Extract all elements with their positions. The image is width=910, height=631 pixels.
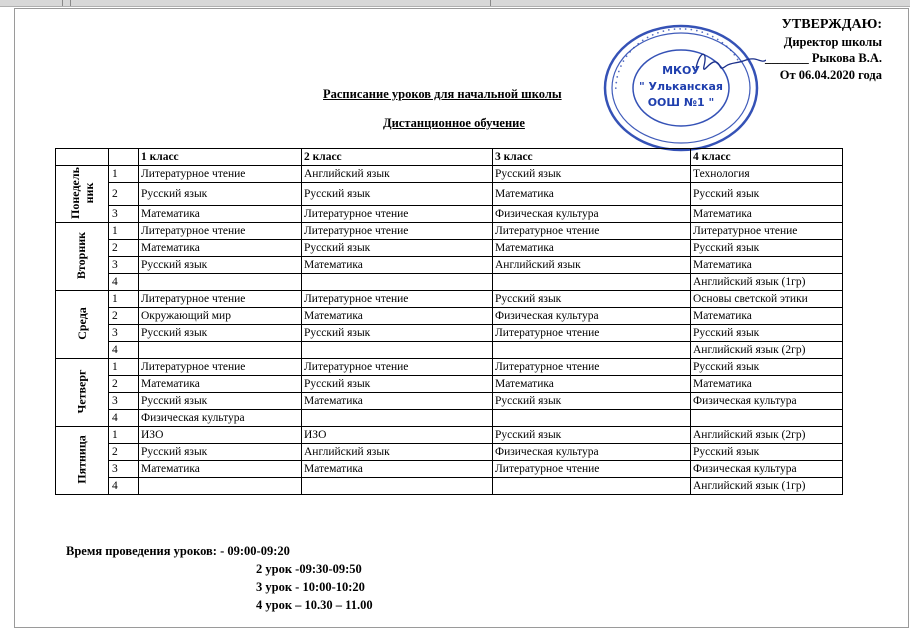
lesson-cell: Математика: [302, 257, 493, 274]
approval-heading: УТВЕРЖДАЮ:: [781, 17, 882, 32]
approval-position: Директор школы: [783, 34, 882, 49]
lesson-cell: [493, 342, 691, 359]
ruler-tick: [490, 0, 491, 6]
lesson-cell: Физическая культура: [691, 393, 843, 410]
lesson-cell: Математика: [691, 308, 843, 325]
lesson-cell: Русский язык: [493, 427, 691, 444]
lesson-number: 4: [109, 342, 139, 359]
lesson-cell: Русский язык: [493, 166, 691, 183]
lesson-number: 4: [109, 410, 139, 427]
lesson-cell: [691, 410, 843, 427]
lesson-cell: Физическая культура: [493, 308, 691, 325]
lesson-cell: Литературное чтение: [302, 359, 493, 376]
lesson-cell: [139, 478, 302, 495]
day-cell: [56, 166, 109, 223]
lesson-cell: Русский язык: [691, 183, 843, 206]
lesson-cell: Английский язык (1гр): [691, 274, 843, 291]
table-row: [56, 206, 843, 223]
lesson-cell: Математика: [302, 308, 493, 325]
lesson-cell: Математика: [691, 376, 843, 393]
lesson-cell: [493, 410, 691, 427]
lesson-cell: Русский язык: [493, 291, 691, 308]
lesson-cell: Литературное чтение: [139, 291, 302, 308]
approval-signature-line: _______ Рыкова В.А.: [765, 51, 882, 65]
lesson-cell: Русский язык: [691, 359, 843, 376]
schedule-title: Расписание уроков для начальной школы: [323, 87, 562, 101]
lesson-cell: [302, 410, 493, 427]
lesson-cell: Математика: [493, 376, 691, 393]
ruler-tick: [62, 0, 63, 6]
table-row: [56, 410, 843, 427]
day-label: Пятница: [74, 435, 89, 484]
day-cell: [56, 359, 109, 427]
lesson-time-2: 2 урок -09:30-09:50: [256, 562, 362, 576]
lesson-cell: Литературное чтение: [493, 359, 691, 376]
lesson-number: 2: [109, 183, 139, 206]
table-row: [56, 393, 843, 410]
lesson-cell: [302, 274, 493, 291]
lesson-time-4: 4 урок – 10.30 – 11.00: [256, 598, 373, 612]
lesson-cell: Физическая культура: [139, 410, 302, 427]
lesson-cell: [302, 342, 493, 359]
lesson-cell: Математика: [302, 461, 493, 478]
lesson-cell: Русский язык: [139, 444, 302, 461]
lesson-number: 4: [109, 478, 139, 495]
school-stamp: [596, 20, 766, 154]
lesson-cell: Математика: [302, 393, 493, 410]
lesson-cell: Литературное чтение: [691, 223, 843, 240]
lesson-cell: Английский язык (2гр): [691, 342, 843, 359]
header-class-1: 1 класс: [139, 149, 302, 166]
header-class-4: 4 класс: [691, 149, 843, 166]
header-class-2: 2 класс: [302, 149, 493, 166]
lesson-cell: [302, 478, 493, 495]
lesson-cell: Русский язык: [139, 393, 302, 410]
lesson-cell: Литературное чтение: [139, 223, 302, 240]
lesson-cell: Литературное чтение: [493, 223, 691, 240]
lesson-cell: ИЗО: [302, 427, 493, 444]
lesson-cell: Математика: [139, 461, 302, 478]
lesson-cell: [493, 274, 691, 291]
table-row: [56, 427, 843, 444]
lesson-cell: Физическая культура: [493, 206, 691, 223]
table-row: [56, 274, 843, 291]
lesson-number: 2: [109, 240, 139, 257]
lesson-cell: [493, 478, 691, 495]
lesson-number: 4: [109, 274, 139, 291]
day-cell: [56, 223, 109, 291]
lesson-cell: Математика: [139, 376, 302, 393]
ruler-bar: [0, 0, 910, 7]
lesson-cell: Физическая культура: [691, 461, 843, 478]
header-class-3: 3 класс: [493, 149, 691, 166]
lesson-cell: Русский язык: [691, 240, 843, 257]
lesson-cell: Основы светской этики: [691, 291, 843, 308]
day-label: Понедельник: [68, 167, 96, 219]
lesson-number: 3: [109, 206, 139, 223]
lesson-cell: [139, 342, 302, 359]
table-row: [56, 444, 843, 461]
day-label: Среда: [74, 307, 89, 340]
lesson-cell: Литературное чтение: [493, 325, 691, 342]
lesson-time-1: Время проведения уроков: - 09:00-09:20: [66, 544, 290, 558]
lesson-cell: Русский язык: [302, 240, 493, 257]
schedule-table: [55, 148, 843, 495]
day-label: Четверг: [74, 369, 89, 414]
schedule-subtitle: Дистанционное обучение: [383, 116, 525, 130]
lesson-cell: [139, 274, 302, 291]
table-row: [56, 223, 843, 240]
lesson-cell: Английский язык (1гр): [691, 478, 843, 495]
approval-date: От 06.04.2020 года: [779, 67, 882, 82]
lesson-time-3: 3 урок - 10:00-10:20: [256, 580, 365, 594]
lesson-cell: Английский язык: [302, 444, 493, 461]
lesson-cell: Математика: [493, 183, 691, 206]
lesson-cell: Математика: [691, 206, 843, 223]
lesson-cell: Литературное чтение: [302, 206, 493, 223]
lesson-number: 2: [109, 308, 139, 325]
header-empty-num: [109, 149, 139, 166]
day-cell: [56, 427, 109, 495]
lesson-cell: Русский язык: [139, 325, 302, 342]
lesson-number: 3: [109, 461, 139, 478]
table-row: [56, 257, 843, 274]
day-label: Вторник: [74, 231, 89, 280]
stamp-text-top: МКОУ: [662, 64, 700, 77]
lesson-cell: Русский язык: [139, 257, 302, 274]
lesson-cell: Литературное чтение: [493, 461, 691, 478]
table-row: [56, 291, 843, 308]
lesson-cell: Математика: [139, 240, 302, 257]
lesson-cell: Русский язык: [493, 393, 691, 410]
lesson-cell: Литературное чтение: [302, 291, 493, 308]
lesson-number: 1: [109, 291, 139, 308]
table-row: [56, 461, 843, 478]
lesson-cell: Физическая культура: [493, 444, 691, 461]
lesson-times: [66, 542, 373, 614]
lesson-number: 3: [109, 393, 139, 410]
table-header-row: [56, 149, 843, 166]
lesson-cell: Английский язык (2гр): [691, 427, 843, 444]
lesson-cell: Русский язык: [302, 183, 493, 206]
lesson-cell: Математика: [139, 206, 302, 223]
lesson-number: 1: [109, 359, 139, 376]
table-row: [56, 240, 843, 257]
lesson-number: 1: [109, 223, 139, 240]
lesson-cell: Литературное чтение: [302, 223, 493, 240]
lesson-number: 1: [109, 166, 139, 183]
lesson-number: 3: [109, 257, 139, 274]
lesson-cell: Русский язык: [139, 183, 302, 206]
approval-block: [765, 17, 882, 83]
table-row: [56, 359, 843, 376]
lesson-cell: Русский язык: [691, 444, 843, 461]
ruler-tick: [70, 0, 71, 6]
lesson-cell: Английский язык: [493, 257, 691, 274]
table-row: [56, 376, 843, 393]
lesson-cell: Русский язык: [302, 325, 493, 342]
header-empty-day: [56, 149, 109, 166]
table-row: [56, 166, 843, 183]
lesson-cell: Математика: [691, 257, 843, 274]
table-row: [56, 478, 843, 495]
lesson-number: 1: [109, 427, 139, 444]
lesson-cell: Русский язык: [691, 325, 843, 342]
stamp-text-middle: " Ульканская: [638, 80, 724, 93]
stamp-text-bottom: ООШ №1 ": [647, 96, 715, 109]
svg-text:• • • • • • • • • • • • • • •: • • • • • • • • • • • • • • • • • • • • • • • • • • • • • •: [612, 26, 741, 91]
lesson-number: 3: [109, 325, 139, 342]
lesson-cell: Литературное чтение: [139, 166, 302, 183]
table-row: [56, 308, 843, 325]
lesson-number: 2: [109, 376, 139, 393]
table-row: [56, 183, 843, 206]
lesson-cell: Технология: [691, 166, 843, 183]
lesson-cell: Английский язык: [302, 166, 493, 183]
lesson-cell: Окружающий мир: [139, 308, 302, 325]
table-row: [56, 342, 843, 359]
lesson-cell: Литературное чтение: [139, 359, 302, 376]
lesson-cell: ИЗО: [139, 427, 302, 444]
lesson-number: 2: [109, 444, 139, 461]
lesson-cell: Математика: [493, 240, 691, 257]
lesson-cell: Русский язык: [302, 376, 493, 393]
day-cell: [56, 291, 109, 359]
table-row: [56, 325, 843, 342]
